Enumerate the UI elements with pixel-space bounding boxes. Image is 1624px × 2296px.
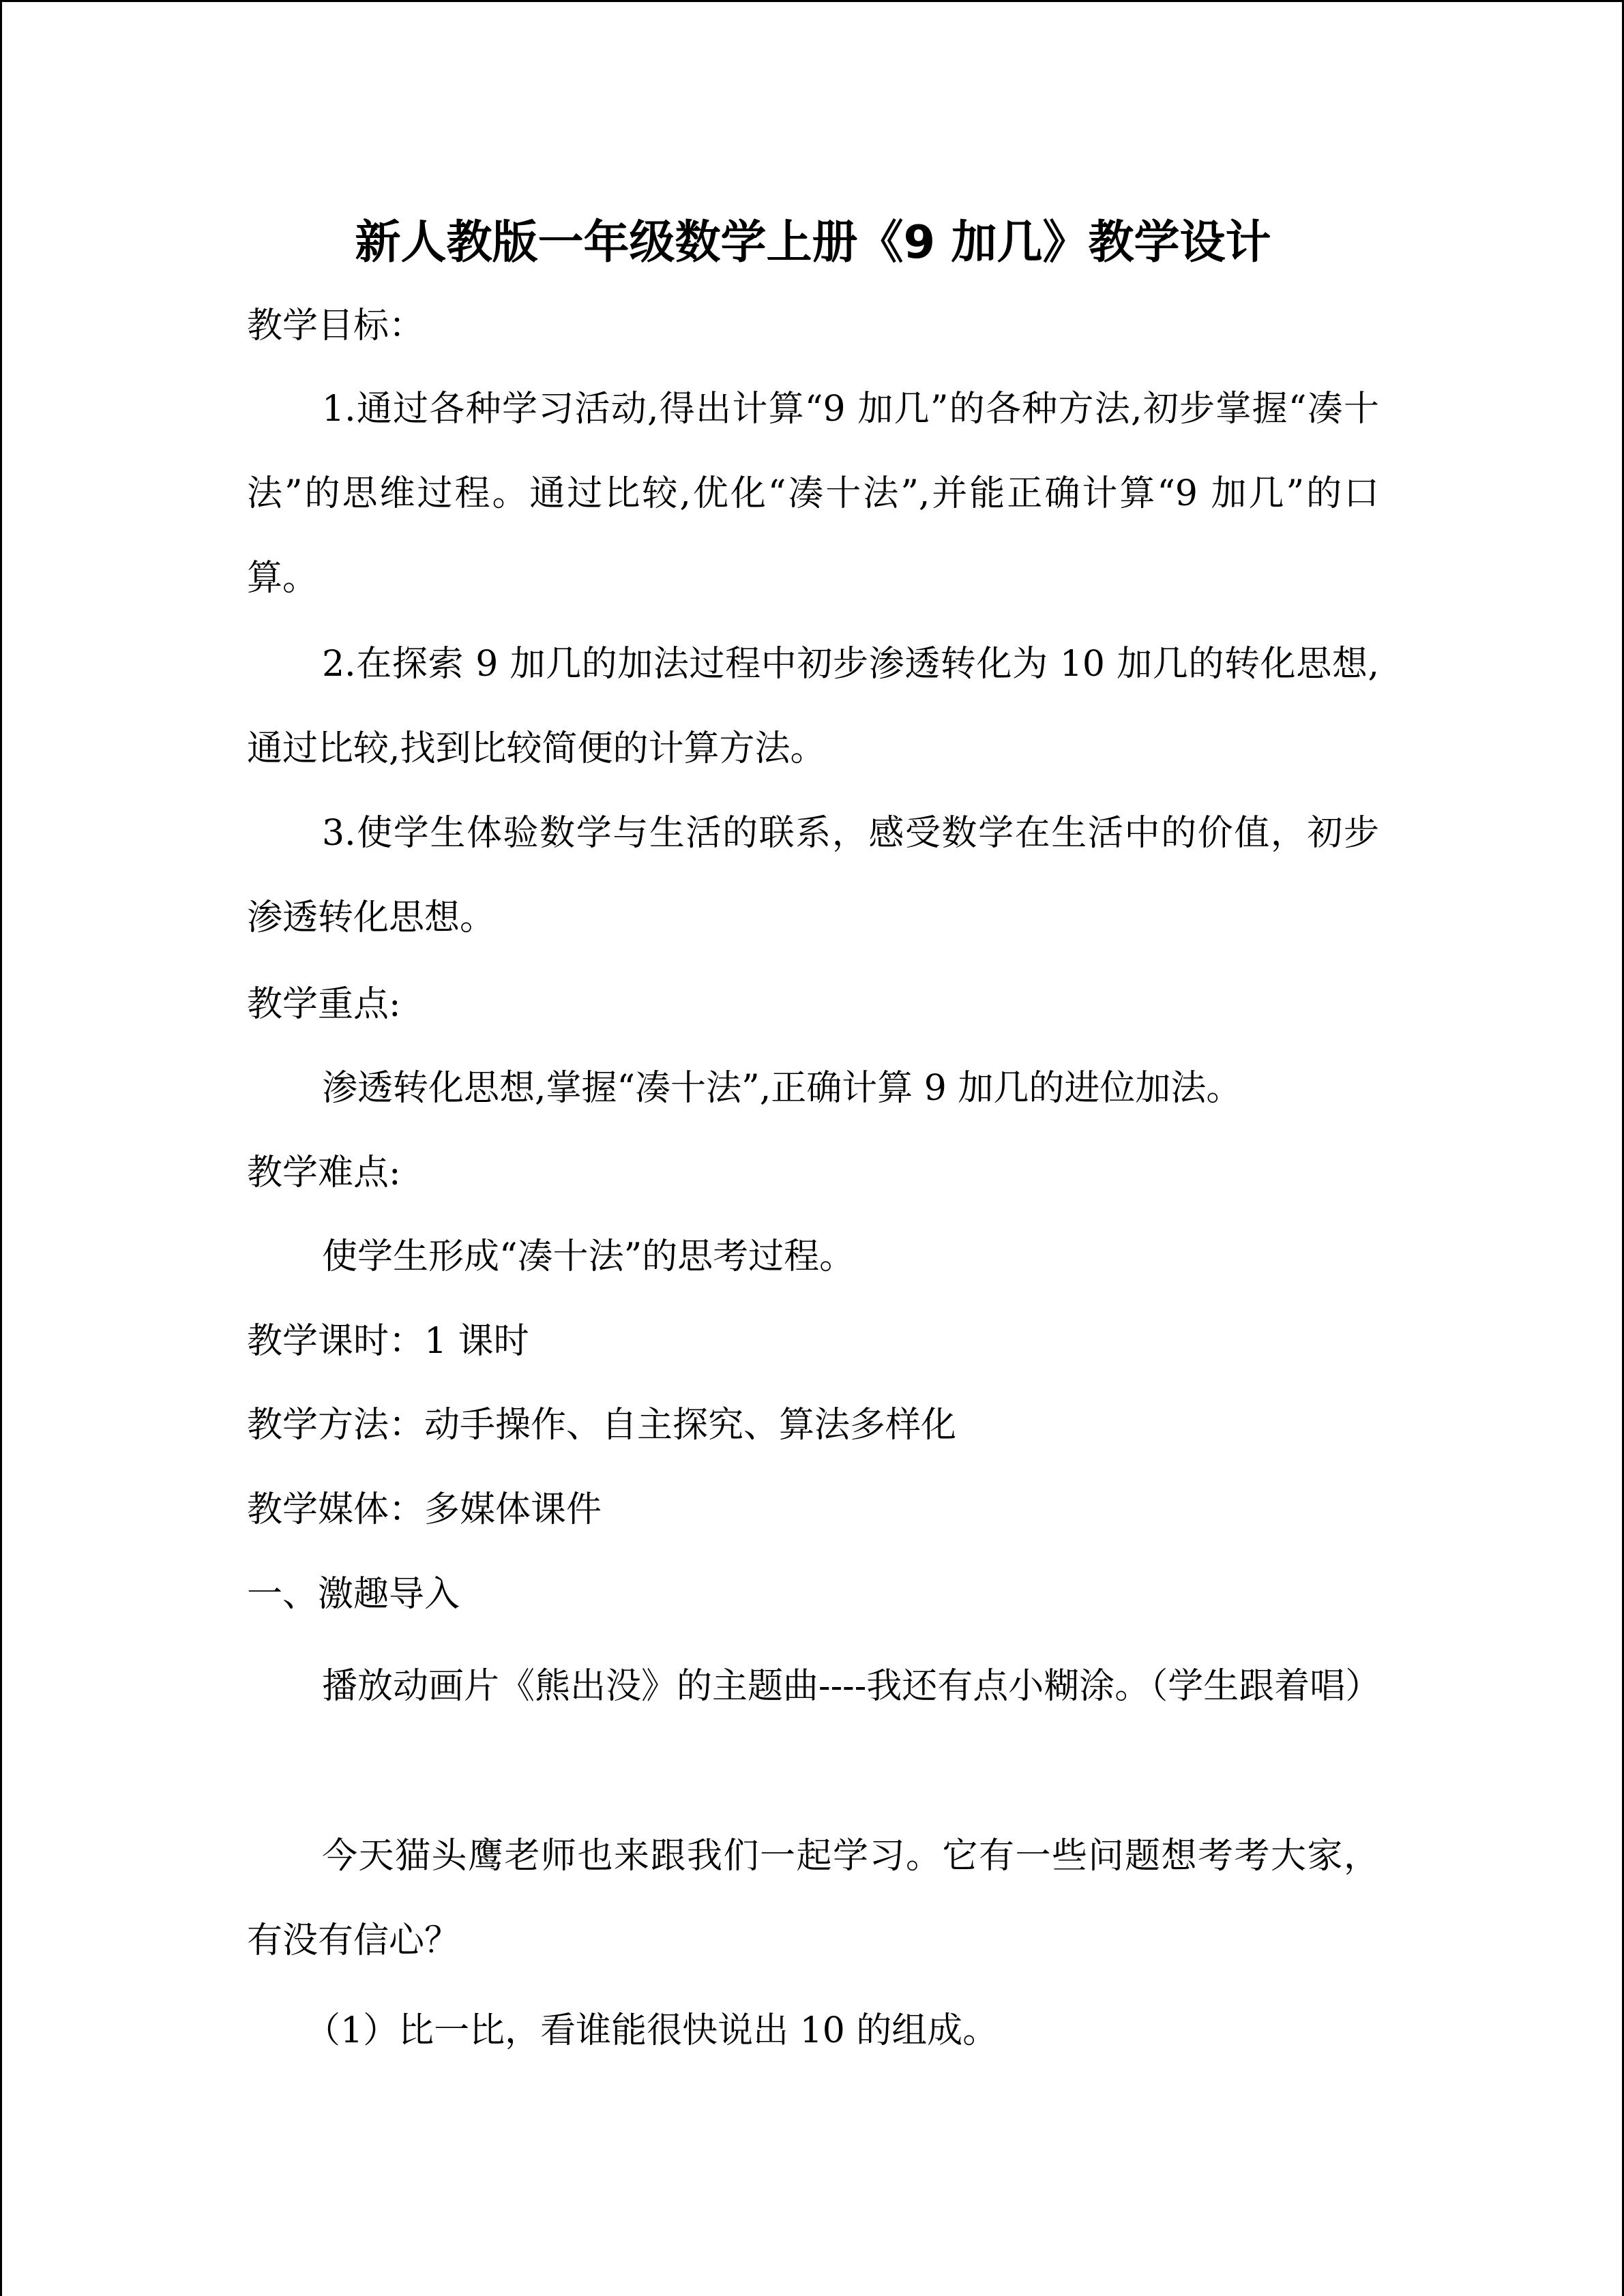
document-title: 新人教版一年级数学上册《9 加几》教学设计 (355, 215, 1271, 269)
section-1-item-1: （1）比一比，看谁能很快说出 10 的组成。 (305, 2010, 999, 2051)
key-points-heading: 教学重点: (247, 984, 401, 1025)
lesson-hours: 教学课时：1 课时 (247, 1321, 529, 1362)
section-1-heading: 一、激趣导入 (247, 1574, 460, 1615)
teaching-methods: 教学方法：动手操作、自主探究、算法多样化 (247, 1405, 957, 1446)
key-points-text: 渗透转化思想,掌握“凑十法”,正确计算 9 加几的进位加法。 (322, 1068, 1242, 1109)
teaching-media: 教学媒体：多媒体课件 (247, 1489, 602, 1530)
section-1-paragraph-2: 今天猫头鹰老师也来跟我们一起学习。它有一些问题想考考大家，有没有信心？ (247, 1836, 1379, 1961)
objective-item-3: 3.使学生体验数学与生活的联系，感受数学在生活中的价值，初步渗透转化思想。 (247, 813, 1379, 938)
section-1-paragraph-1: 播放动画片《熊出没》的主题曲----我还有点小糊涂。（学生跟着唱） (322, 1666, 1381, 1707)
difficulties-heading: 教学难点: (247, 1152, 401, 1193)
objective-item-1: 1.通过各种学习活动,得出计算“9 加几”的各种方法,初步掌握“凑十法”的思维过程。通过比较,优化“凑十法”,并能正确计算“9 加几”的口算。 (247, 389, 1379, 599)
objective-item-2: 2.在探索 9 加几的加法过程中初步渗透转化为 10 加几的转化思想,通过比较,找到比较简便的计算方法。 (247, 644, 1379, 769)
objectives-heading: 教学目标： (247, 305, 425, 346)
difficulties-text: 使学生形成“凑十法”的思考过程。 (322, 1236, 855, 1277)
document-page (247, 0, 1379, 2296)
